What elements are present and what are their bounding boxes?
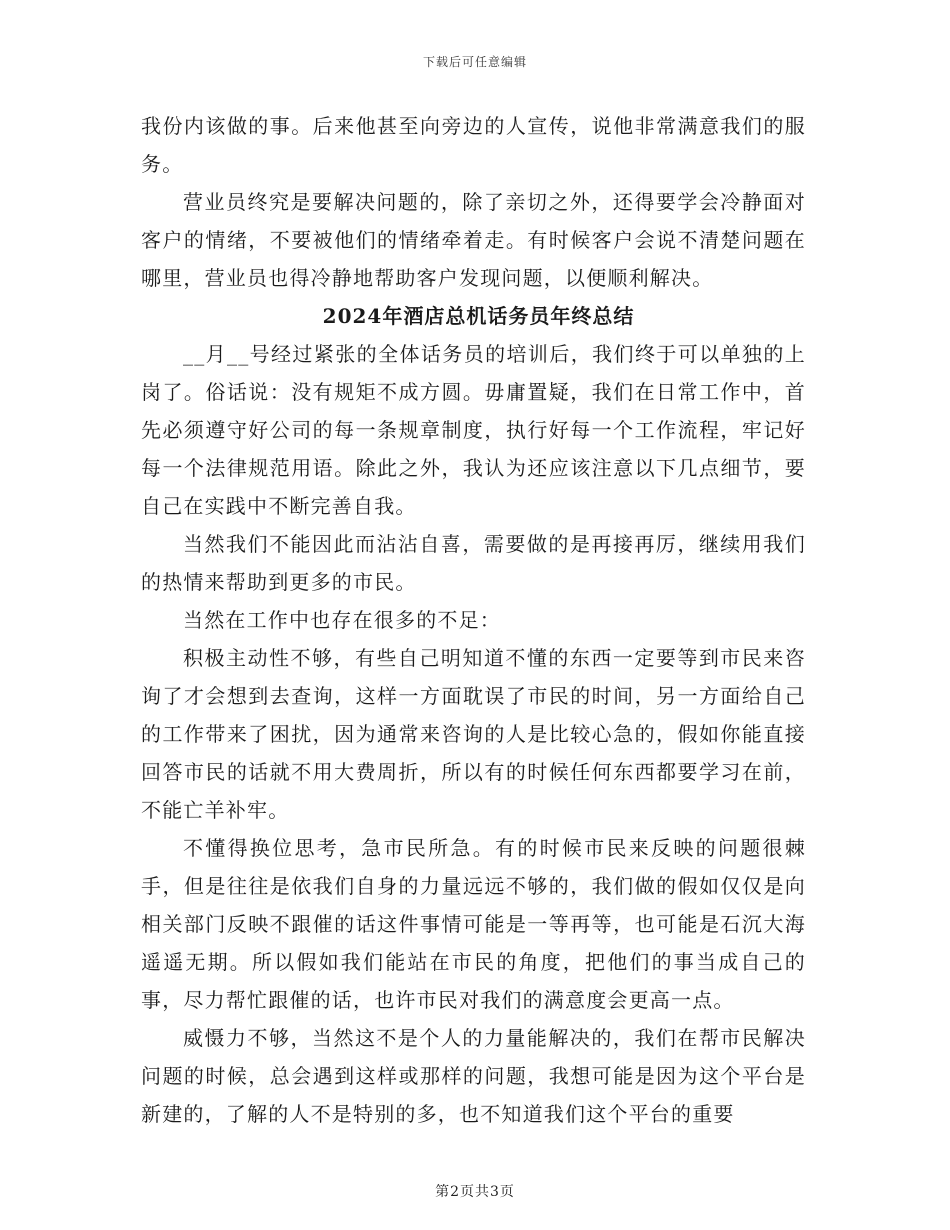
paragraph: 当然在工作中也存在很多的不足：: [183, 608, 501, 632]
page-header: 下载后可任意编辑: [422, 55, 527, 69]
paragraph-continued: 我份内该做的事。后来他甚至向旁边的人宣传，说他非常满意我们的服务。: [141, 114, 806, 176]
paragraph: 当然我们不能因此而沾沾自喜，需要做的是再接再厉，继续用我们的热情来帮助到更多的市民。: [141, 532, 806, 594]
paragraph: 威慑力不够，当然这不是个人的力量能解决的，我们在帮市民解决问题的时候，总会遇到这样或那样的问题，我想可能是因为这个平台是新建的，了解的人不是特别的多，也不知道我们这个平台的重要: [141, 1026, 806, 1126]
paragraph: __月__号经过紧张的全体话务员的培训后，我们终于可以单独的上岗了。俗话说：没有规矩不成方圆。毋庸置疑，我们在日常工作中，首先必须遵守好公司的每一条规章制度，执行好每一个工作流程，牢记好每一个法律规范用语。除此之外，我认为还应该注意以下几点细节，要自己在实践中不断完善自我。: [141, 342, 806, 518]
paragraph: 积极主动性不够，有些自己明知道不懂的东西一定要等到市民来咨询了才会想到去查询，这样一方面耽误了市民的时间，另一方面给自己的工作带来了困扰，因为通常来咨询的人是比较心急的，假如你能直接回答市民的话就不用大费周折，所以有的时候任何东西都要学习在前，不能亡羊补牢。: [141, 646, 806, 822]
paragraph: 营业员终究是要解决问题的，除了亲切之外，还得要学会冷静面对客户的情绪，不要被他们的情绪牵着走。有时候客户会说不清楚问题在哪里，营业员也得冷静地帮助客户发现问题，以便顺利解决。: [141, 190, 806, 290]
page-number: 第2页共3页: [435, 1184, 515, 1200]
document-body: [141, 107, 806, 1133]
document-title: 2024年酒店总机话务员年终总结: [322, 304, 635, 328]
paragraph: 不懂得换位思考，急市民所急。有的时候市民来反映的问题很棘手，但是往往是依我们自身的力量远远不够的，我们做的假如仅仅是向相关部门反映不跟催的话这件事情可能是一等再等，也可能是石沉大海遥遥无期。所以假如我们能站在市民的角度，把他们的事当成自己的事，尽力帮忙跟催的话，也许市民对我们的满意度会更高一点。: [141, 836, 806, 1012]
